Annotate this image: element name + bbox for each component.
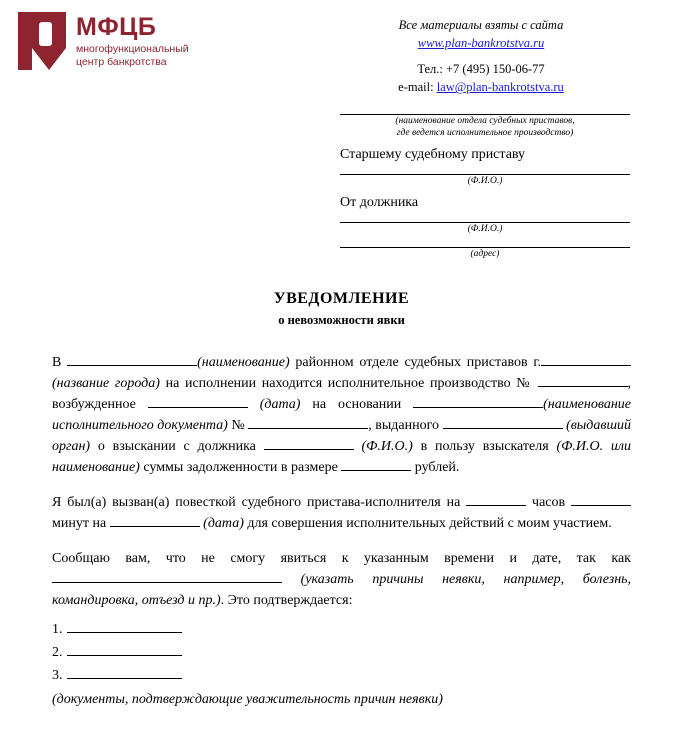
debtor-address-caption: (адрес) bbox=[470, 248, 500, 259]
list-item-field[interactable] bbox=[67, 678, 182, 679]
p1-text-1: В bbox=[52, 355, 68, 371]
p1-field-doc-number[interactable] bbox=[248, 428, 368, 429]
p1-text-11: рублей. bbox=[411, 460, 460, 476]
p1-field-debtor-fio[interactable] bbox=[264, 449, 354, 450]
document-title: УВЕДОМЛЕНИЕ bbox=[273, 290, 410, 308]
debtor-fio-fill-line[interactable] bbox=[340, 221, 630, 223]
p1-field-date[interactable] bbox=[148, 407, 248, 408]
logo-text bbox=[76, 12, 189, 70]
from-debtor-text: От должника bbox=[340, 194, 419, 210]
logo-mark-icon bbox=[18, 12, 66, 70]
p1-italic-1: (наименование) bbox=[197, 355, 290, 371]
p1-italic-3: (дата) bbox=[259, 397, 301, 413]
p1-text-9: в пользу взыскателя bbox=[412, 439, 557, 455]
recipient-fio-fill-line[interactable] bbox=[340, 173, 630, 175]
logo-subtitle-line2: центр банкротства bbox=[76, 56, 167, 69]
email-link[interactable]: law@plan-bankrotstva.ru bbox=[436, 80, 564, 95]
document-header bbox=[0, 0, 683, 105]
site-contact-block bbox=[351, 16, 611, 97]
p2-field-date[interactable] bbox=[110, 526, 200, 527]
p1-text-6: № bbox=[227, 418, 249, 434]
p1-field-issuer[interactable] bbox=[443, 428, 563, 429]
p1-italic-7: (Ф.И.О. или наименование) bbox=[52, 439, 631, 476]
department-caption-line2: где ведется исполнительное производство) bbox=[396, 127, 574, 138]
list-item-number: 2. bbox=[52, 645, 63, 661]
list-item bbox=[52, 665, 631, 688]
source-note: Все материалы взяты с сайта bbox=[398, 18, 564, 32]
p1-text-8: о взыскании с должника bbox=[90, 439, 264, 455]
p1-field-city[interactable] bbox=[541, 365, 631, 366]
brand-logo bbox=[18, 12, 189, 70]
list-item-number: 3. bbox=[52, 667, 63, 683]
p1-field-doc-name[interactable] bbox=[413, 407, 543, 408]
p3-italic-1: (указать причины неявки, например, болезнь, командировка, отъезд и пр.) bbox=[52, 572, 632, 609]
p1-italic-5: (выдавший орган) bbox=[52, 418, 632, 455]
department-caption-line1: (наименование отдела судебных приставов, bbox=[395, 116, 575, 126]
paragraph-reason bbox=[52, 548, 631, 611]
email-line bbox=[351, 78, 611, 96]
p1-text-7: , выданного bbox=[368, 418, 443, 434]
p2-text-1: Я был(а) вызван(а) повесткой судебного пристава-исполнителя на bbox=[52, 495, 467, 511]
p2-italic-1: (дата) bbox=[203, 516, 244, 532]
paragraph-case-details bbox=[52, 352, 631, 478]
document-body bbox=[52, 352, 631, 710]
list-item-field[interactable] bbox=[67, 655, 182, 656]
debtor-fio-caption: (Ф.И.О.) bbox=[467, 223, 503, 234]
debtor-address-fill-line[interactable] bbox=[340, 246, 630, 248]
department-caption bbox=[340, 116, 630, 140]
list-item-number: 1. bbox=[52, 622, 63, 638]
p1-text-2: районном отделе судебных приставов г. bbox=[289, 355, 541, 371]
p2-text-3: минут на bbox=[52, 516, 110, 532]
p2-field-hours[interactable] bbox=[466, 505, 526, 506]
p1-text-5: на основании bbox=[300, 397, 414, 413]
phone-line: Тел.: +7 (495) 150-06-77 bbox=[417, 62, 545, 77]
list-item-field[interactable] bbox=[67, 632, 182, 633]
email-label: e-mail: bbox=[398, 80, 434, 95]
p2-field-minutes[interactable] bbox=[571, 505, 631, 506]
department-fill-line[interactable] bbox=[340, 113, 630, 115]
p1-italic-6: (Ф.И.О.) bbox=[361, 439, 413, 455]
logo-title: МФЦБ bbox=[76, 13, 157, 41]
p1-italic-2: (название города) bbox=[52, 376, 160, 392]
p1-field-amount[interactable] bbox=[341, 470, 411, 471]
p3-text-1: Сообщаю вам, что не смогу явиться к указанным времени и дате, так как bbox=[52, 551, 631, 567]
site-url-link[interactable]: www.plan-bankrotstva.ru bbox=[417, 36, 545, 51]
logo-subtitle-line1: многофункциональный bbox=[76, 43, 189, 56]
recipient-text: Старшему судебному приставу bbox=[340, 146, 526, 162]
p3-text-2: . Это подтверждается: bbox=[220, 593, 353, 609]
p3-field-reason[interactable] bbox=[52, 582, 282, 583]
list-item bbox=[52, 642, 631, 665]
list-item bbox=[52, 619, 631, 642]
p2-text-2: часов bbox=[526, 495, 571, 511]
list-footnote: (документы, подтверждающие уважительность причин неявки) bbox=[52, 692, 443, 708]
p1-text-4: , возбужденное bbox=[52, 376, 632, 413]
confirmation-list bbox=[52, 619, 631, 687]
p1-text-10: суммы задолженности в размере bbox=[139, 460, 342, 476]
addressee-block bbox=[340, 113, 630, 260]
p1-text-3: на исполнении находится исполнительное производство № bbox=[159, 376, 538, 392]
paragraph-summons bbox=[52, 492, 631, 534]
recipient-fio-caption: (Ф.И.О.) bbox=[467, 175, 503, 186]
p1-italic-4: (наименование исполнительного документа) bbox=[52, 397, 631, 434]
document-subtitle: о невозможности явки bbox=[278, 313, 405, 328]
p1-field-case-number[interactable] bbox=[538, 386, 628, 387]
p1-field-department[interactable] bbox=[67, 365, 197, 366]
p2-text-4: для совершения исполнительных действий с моим участием. bbox=[243, 516, 612, 532]
